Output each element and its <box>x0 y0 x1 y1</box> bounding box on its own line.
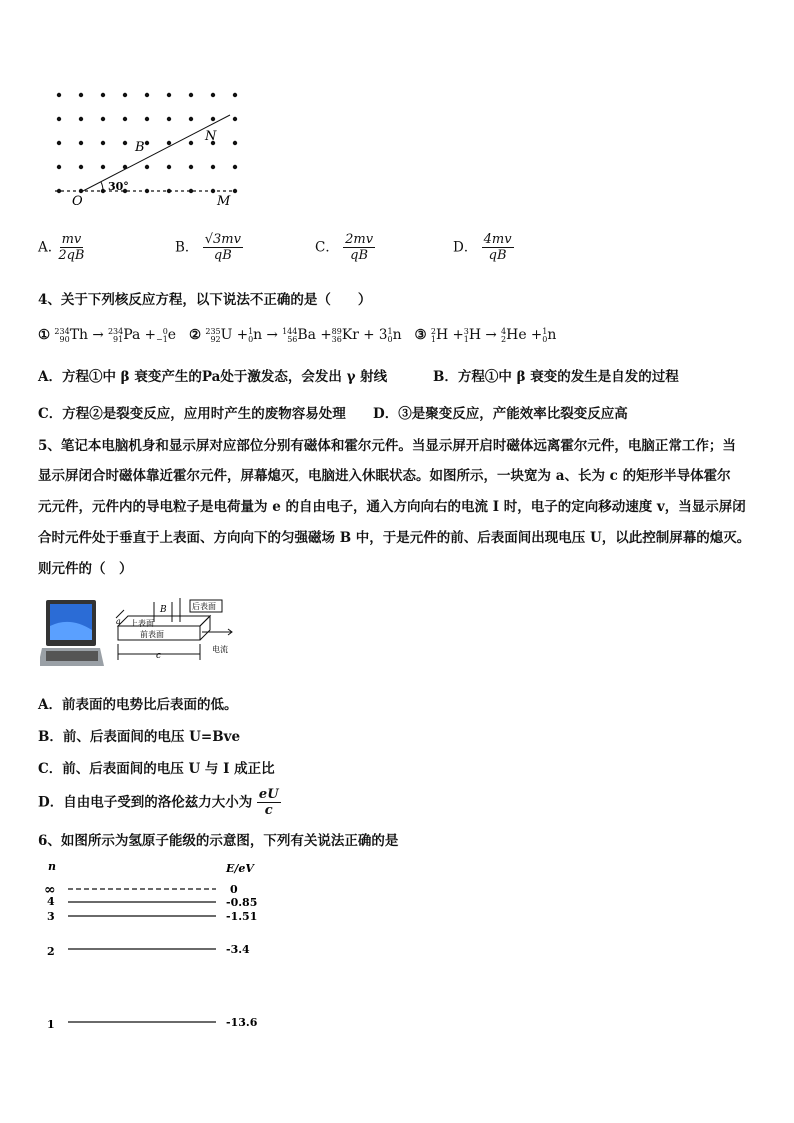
q5-stem-line1: 5、笔记本电脑机身和显示屏对应部位分别有磁体和霍尔元件。当显示屏开启时磁体远离霍尔元件，电脑正常工作；当 <box>38 438 736 454</box>
q3-option-b[interactable]: B． $\frac{√3mv}{qB}$ <box>175 232 241 263</box>
q5-option-b[interactable]: B．前、后表面间的电压 U=Bve <box>38 729 241 745</box>
energy-level-diagram <box>40 858 280 1038</box>
field-dot <box>57 141 61 145</box>
field-dot <box>79 93 83 97</box>
q4-option-b[interactable]: B．方程①中 β 衰变的发生是自发的过程 <box>433 369 679 385</box>
trajectory-line-ON <box>83 115 230 191</box>
q3-option-a[interactable]: A. $\frac{mv}{2qB}$ <box>38 232 85 263</box>
label-B: B <box>135 140 145 155</box>
q5-option-a[interactable]: A．前表面的电势比后表面的低。 <box>38 697 238 713</box>
label-O: O <box>72 194 83 209</box>
field-dot <box>189 165 193 169</box>
q5-stem-line3: 元元件，元件内的导电粒子是电荷量为 e 的自由电子，通入方向向右的电流 I 时，电子的定向移动速度 v，当显示屏闭 <box>38 499 746 515</box>
field-dot <box>233 93 237 97</box>
field-dot <box>211 165 215 169</box>
field-dot <box>101 93 105 97</box>
q5-option-d[interactable]: D．自由电子受到的洛伦兹力大小为 $\frac{eU}{c}$ <box>38 787 279 818</box>
magnetic-field-figure <box>45 85 245 210</box>
q5-stem-line5: 则元件的（ ） <box>38 561 133 577</box>
level-4-n: 4 <box>47 895 55 908</box>
level-1-E: -13.6 <box>226 1016 258 1029</box>
field-dot <box>189 141 193 145</box>
q5-stem-line4: 合时元件处于垂直于上表面、方向向下的匀强磁场 B 中，于是元件的前、后表面间出现电压 U，以此控制屏幕的熄灭。 <box>38 530 751 546</box>
energy-axis-label: E/eV <box>226 862 254 875</box>
label-M: M <box>217 194 231 209</box>
q3-option-c-fraction: $\frac{2mv}{qB}$ <box>345 232 374 263</box>
q5-stem-line2: 显示屏闭合时磁体靠近霍尔元件，屏幕熄灭，电脑进入休眠状态。如图所示，一块宽为 a、长为 c 的矩形半导体霍尔 <box>38 468 731 484</box>
field-dot <box>123 117 127 121</box>
field-dot <box>211 93 215 97</box>
hall-label-back: 后表面 <box>192 602 216 611</box>
field-dot <box>167 141 171 145</box>
level-3-E: -1.51 <box>226 910 258 923</box>
hall-label-current: 电流 <box>212 645 228 654</box>
hall-label-B: B <box>160 605 167 615</box>
hall-label-top: 上表面 <box>130 619 154 628</box>
field-dot <box>145 165 149 169</box>
field-dot <box>123 141 127 145</box>
field-dot <box>57 117 61 121</box>
eq2-marker: ② <box>188 327 202 343</box>
field-dot <box>79 165 83 169</box>
field-dot <box>101 165 105 169</box>
level-inf-E: 0 <box>230 883 238 896</box>
q4-option-a[interactable]: A．方程①中 β 衰变产生的Pa处于激发态，会发出 γ 射线 <box>38 369 388 385</box>
q4-stem: 4、关于下列核反应方程，以下说法不正确的是（ ） <box>38 292 372 308</box>
q4-option-c[interactable]: C．方程②是裂变反应，应用时产生的废物容易处理 <box>38 406 346 422</box>
q4-option-d[interactable]: D．③是聚变反应，产能效率比裂变反应高 <box>373 406 628 422</box>
q5-option-d-fraction: $\frac{eU}{c}$ <box>258 787 279 818</box>
q3-option-d[interactable]: D． $\frac{4mv}{qB}$ <box>453 232 512 263</box>
eq1-marker: ① <box>38 327 51 343</box>
field-dot <box>211 117 215 121</box>
eq3-marker: ③ <box>414 327 427 343</box>
hall-element-figure <box>40 596 240 676</box>
hall-label-c: c <box>156 651 162 661</box>
field-dot <box>233 141 237 145</box>
q3-option-c[interactable]: C． $\frac{2mv}{qB}$ <box>315 232 374 263</box>
n-axis-label: n <box>48 860 56 873</box>
field-dot <box>233 165 237 169</box>
field-dot <box>101 117 105 121</box>
angle-label: 30° <box>108 180 129 193</box>
level-2-E: -3.4 <box>226 943 250 956</box>
q3-option-a-fraction: $\frac{mv}{2qB}$ <box>58 232 85 263</box>
level-4-E: -0.85 <box>226 896 258 909</box>
field-dot <box>79 117 83 121</box>
field-dot <box>189 117 193 121</box>
field-dot <box>57 93 61 97</box>
label-N: N <box>205 129 217 144</box>
q4-equations: ① 234 90 Th → 234 91 Pa + 0 −1 e ② 235 92 U + 1 0 n → 144 56 Ba + 89 36 Kr + 3 1 0 n ③ 2 1 H + 3 1 H → 4 2 He + 1 0 n <box>38 326 557 344</box>
q3-option-b-fraction: $\frac{√3mv}{qB}$ <box>204 232 241 263</box>
level-3-n: 3 <box>47 910 55 923</box>
q6-stem: 6、如图所示为氢原子能级的示意图，下列有关说法正确的是 <box>38 833 399 849</box>
field-dot <box>233 117 237 121</box>
field-dot <box>145 117 149 121</box>
q5-option-c[interactable]: C．前、后表面间的电压 U 与 I 成正比 <box>38 761 275 777</box>
hall-label-front: 前表面 <box>140 630 164 639</box>
field-dot <box>167 93 171 97</box>
field-dot <box>167 165 171 169</box>
q3-options <box>38 232 598 272</box>
level-2-n: 2 <box>47 945 55 958</box>
field-dot <box>167 117 171 121</box>
q3-option-d-fraction: $\frac{4mv}{qB}$ <box>483 232 512 263</box>
laptop-icon <box>40 600 104 666</box>
field-dot <box>145 93 149 97</box>
level-1-n: 1 <box>47 1018 55 1031</box>
field-dot <box>145 141 149 145</box>
field-dot <box>57 165 61 169</box>
level-inf-n: ∞ <box>44 882 56 898</box>
field-dot <box>101 141 105 145</box>
field-dot <box>79 141 83 145</box>
field-dot <box>123 93 127 97</box>
hall-label-a: a <box>116 617 121 626</box>
field-dot <box>189 93 193 97</box>
